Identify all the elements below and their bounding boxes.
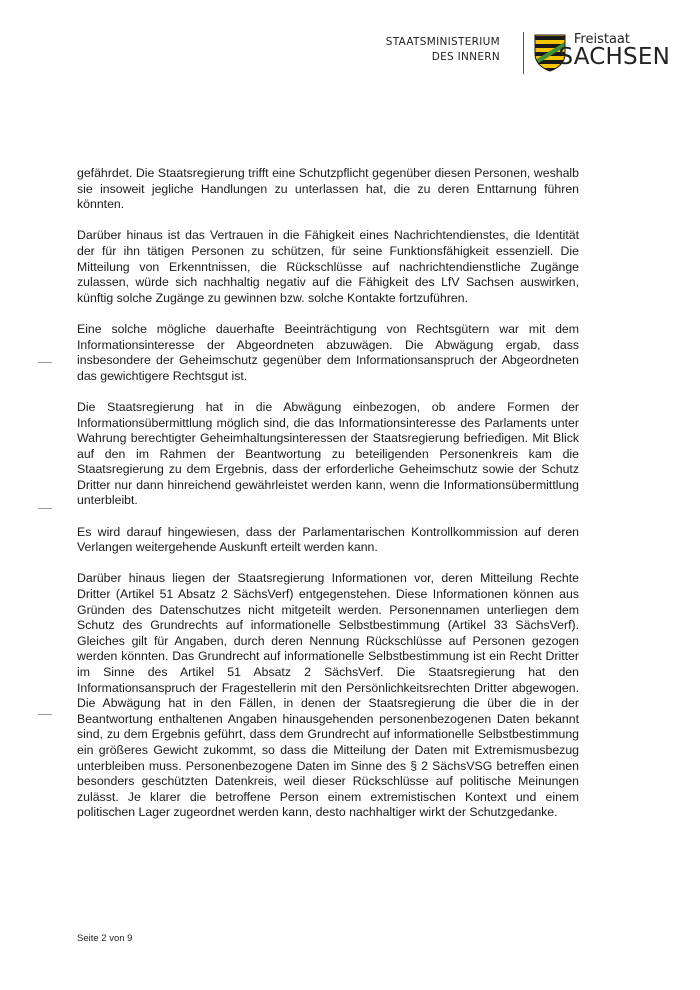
paragraph: Die Staatsregierung hat in die Abwägung einbezogen, ob andere Formen der Informationsübermittlung möglich sind, die das Informationsinteresse des Parlaments unter Wahrung berechtigter Geheimhaltungsinteressen der Staatsregierung befriedigen. Mit Blick auf den im Rahmen der Beantwortung zu beteiligenden Personenkreis kam die Staatsregierung zu dem Ergebnis, dass der erforderliche Geheimschutz sowie der Schutz Dritter nur dann hinreichend gewährleistet werden kann, wenn die Informationsübermittlung unterbleibt. <box>77 399 579 508</box>
paragraph: Darüber hinaus ist das Vertrauen in die Fähigkeit eines Nachrichtendienstes, die Identität der für ihn tätigen Personen zu schützen, für seine Funktionsfähigkeit essenziell. Die Mitteilung von Erkenntnissen, die Rückschlüsse auf nachrichtendienstliche Zugänge zulassen, würde sich nachhaltig negativ auf die Fähigkeit des LfV Sachsen auswirken, künftig solche Zugänge zu gewinnen bzw. solche Kontakte fortzuführen. <box>77 228 579 305</box>
sachsen-label: SACHSEN <box>558 44 670 70</box>
letterhead-divider <box>523 32 524 74</box>
freistaat-label: Freistaat <box>573 32 630 47</box>
margin-mark <box>38 714 52 715</box>
letter-body <box>77 166 579 837</box>
paragraph: Darüber hinaus liegen der Staatsregierung Informationen vor, deren Mitteilung Rechte Dritter (Artikel 51 Absatz 2 SächsVerf) entgegenstehen. Diese Informationen können aus Gründen des Datenschutzes nicht mitgeteilt werden. Personennamen unterliegen dem Schutz des Grundrechts auf informationelle Selbstbestimmung (Artikel 33 SächsVerf). Gleiches gilt für Angaben, durch deren Nennung Rückschlüsse auf Personen gezogen werden könnten. Das Grundrecht auf informationelle Selbstbestimmung ist ein Recht Dritter im Sinne des Artikel 51 Absatz 2 SächsVerf. Die Staatsregierung hat den Informationsanspruch der Fragestellerin mit den Persönlichkeitsrechten Dritter abgewogen. Die Abwägung hat in den Fällen, in denen der Staatsregierung die über die in der Beantwortung enthaltenen Angaben hinausgehenden personenbezogenen Daten bekannt sind, zu dem Ergebnis geführt, dass dem Grundrecht auf informationelle Selbstbestimmung ein größeres Gewicht zukommt, so dass die Mitteilung der Daten mit Extremismusbezug unterbleiben muss. Personenbezogene Daten im Sinne des § 2 SächsVSG betreffen einen besonders geschützten Datenkreis, weil dieser Rückschlüsse auf politische Meinungen zulässt. Je klarer die betroffene Person einem extremistischen Kontext und einem politischen Lager zugeordnet werden kann, desto nachhaltiger wirkt der Schutzgedanke. <box>77 571 579 820</box>
margin-mark <box>38 508 52 509</box>
ministry-line-1: STAATSMINISTERIUM <box>385 36 500 48</box>
paragraph: Es wird darauf hingewiesen, dass der Parlamentarischen Kontrollkommission auf deren Verlangen weitergehende Auskunft erteilt werden kann. <box>77 524 579 555</box>
ministry-line-2: DES INNERN <box>431 51 500 63</box>
ministry-name <box>386 35 500 65</box>
paragraph: gefährdet. Die Staatsregierung trifft eine Schutzpflicht gegenüber diesen Personen, weshalb sie insoweit jegliche Handlungen zu unterlassen hat, die zu deren Enttarnung führen könnten. <box>77 166 579 212</box>
page-number: Seite 2 von 9 <box>77 933 133 944</box>
margin-mark <box>38 362 52 363</box>
paragraph: Eine solche mögliche dauerhafte Beeinträchtigung von Rechtsgütern war mit dem Informationsinteresse der Abgeordneten abzuwägen. Die Abwägung ergab, dass insbesondere der Geheimschutz gegenüber dem Informationsanspruch der Abgeordneten das gewichtigere Rechtsgut ist. <box>77 321 579 383</box>
